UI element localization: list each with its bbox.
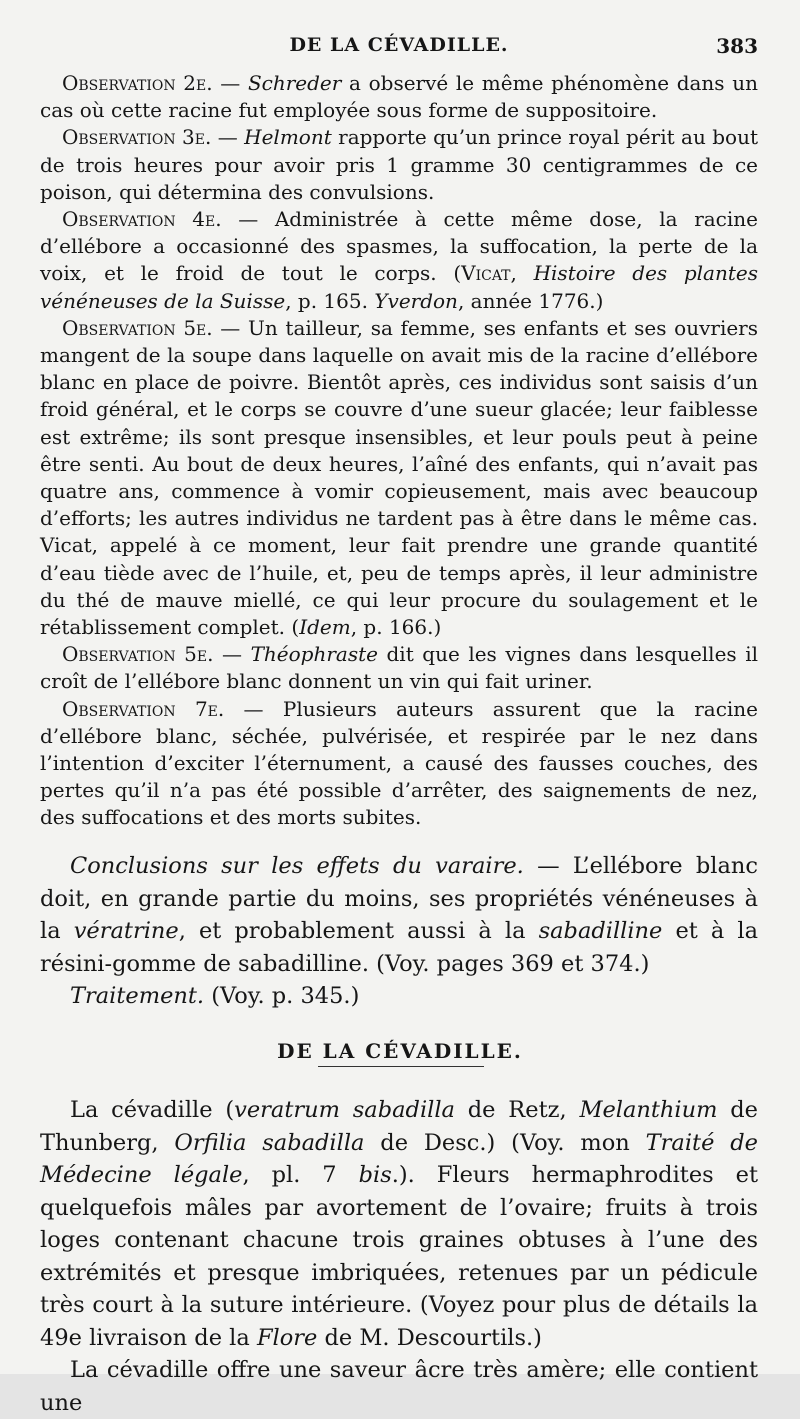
italic-run: sabadilline <box>538 918 663 944</box>
italic-run: bis <box>358 1162 392 1188</box>
observation-label: Observation 2e. <box>62 71 213 95</box>
italic-run: Orfilia sabadilla <box>174 1129 365 1156</box>
text-run: , et probablement aussi à la <box>178 918 539 944</box>
text-run: (Voy. p. 345.) <box>211 983 360 1009</box>
observation-3: Observation 3e. — Helmont rapporte qu’un prince royal périt au bout de trois heures pour avoir pris 1 gramme 30 centigrammes de ce poison, qui détermina des convulsions. <box>40 125 759 204</box>
italic-run: Traité de Médecine légale <box>40 1129 758 1188</box>
text-run: Plusieurs auteurs assurent que la racine d’ellébore blanc, séchée, pulvérisée, et respirée par le nez dans l’intention d’exciter l’éternument, a causé des fausses couches, des pertes qu’il n’a pas été possible d’arrêter, des saignements de nez, des suffocations et des morts subites. <box>40 696 759 830</box>
text-run: , pl. 7 <box>242 1162 359 1188</box>
observation-label: Observation 5e. <box>62 642 214 667</box>
treatment-label: Traitement. <box>70 983 205 1009</box>
text-run: Un tailleur, sa femme, ses enfants et ses ouvriers mangent de la soupe dans laquelle on avait mis de la racine d’ellébore blanc en place de poivre. Bientôt après, ces individus sont saisis d’un froid général, et le corps se couvre d’une sueur glacée; leur faiblesse est extrême; ils sont presque insensibles, et leur pouls peut à peine être senti. Au bout de deux heures, l’aîné des enfants, qui n’avait pas quatre ans, commence à vomir copieusement, mais avec beaucoup d’efforts; les autres individus ne tardent pas à être dans le même cas. Vicat, appelé à ce moment, leur fait prendre une grande quantité d’eau tiède avec de l’huile, et, peu de temps après, il leur administre du thé de mauve miellé, ce qui leur procure du soulagement et le rétablissement complet. ( <box>40 315 758 640</box>
text-run: , p. 166.) <box>350 615 442 640</box>
section-paragraph <box>40 1094 758 1354</box>
observation-label: Observation 7e. <box>62 696 225 721</box>
text-run: rapporte qu’un prince royal périt au bout de trois heures pour avoir pris 1 gramme 30 centigrammes de ce poison, qui détermina des convulsions. <box>40 125 759 204</box>
text-run: de Desc.) (Voy. mon <box>364 1129 646 1156</box>
italic-run: Théophraste <box>250 642 378 667</box>
observation-7: Observation 7e. — Plusieurs auteurs assurent que la racine d’ellébore blanc, séchée, pulvérisée, et respirée par le nez dans l’intention d’exciter l’éternument, a causé des fausses couches, des pertes qu’il n’a pas été possible d’arrêter, des saignements de nez, des suffocations et des morts subites. <box>40 696 759 830</box>
italic-run: Histoire des plantes vénéneuses de la Suisse <box>40 261 759 313</box>
text-run: de M. Descourtils.) <box>317 1324 542 1351</box>
text-run: dit que les vignes dans lesquelles il croît de l’ellébore blanc donnent un vin qui fait uriner. <box>40 642 759 694</box>
text-run: de Thunberg, <box>40 1097 758 1156</box>
text-run: , <box>510 261 534 286</box>
text-run: La cévadille offre une saveur âcre très amère; elle contient une <box>40 1357 758 1416</box>
text-run: a observé le même phénomène dans un cas où cette racine fut employée sous forme de suppositoire. <box>40 71 758 123</box>
text-run: et à la résini-gomme de sabadilline. (Voy. pages 369 et 374.) <box>40 918 759 977</box>
italic-run: Schreder <box>247 71 342 95</box>
treatment-paragraph <box>40 980 758 1013</box>
conclusions-block <box>40 850 758 1013</box>
italic-run: Idem <box>299 615 351 640</box>
page-number: 383 <box>716 34 758 58</box>
observation-2: Observation 2e. — Schreder a observé le même phénomène dans un cas où cette racine fut employée sous forme de suppositoire. <box>40 71 758 123</box>
observation-5: Observation 5e. — Un tailleur, sa femme, ses enfants et ses ouvriers mangent de la soupe dans laquelle on avait mis de la racine d’ellébore blanc en place de poivre. Bientôt après, ces individus sont saisis d’un froid général, et le corps se couvre d’une sueur glacée; leur faiblesse est extrême; ils sont presque insensibles, et leur pouls peut à peine être senti. Au bout de deux heures, l’aîné des enfants, qui n’avait pas quatre ans, commence à vomir copieusement, mais avec beaucoup d’efforts; les autres individus ne tardent pas à être dans le même cas. Vicat, appelé à ce moment, leur fait prendre une grande quantité d’eau tiède avec de l’huile, et, peu de temps après, il leur administre du thé de mauve miellé, ce qui leur procure du soulagement et le rétablissement complet. (Idem, p. 166.) <box>40 315 758 640</box>
section-paragraph <box>40 1354 758 1419</box>
text-run: Administrée à cette même dose, la racine d’ellébore a occasionné des spasmes, la suffocation, la perte de la voix, et le froid de tout le corps. ( <box>40 207 758 286</box>
italic-run: vératrine <box>73 918 179 944</box>
italic-run: veratrum sabadilla <box>234 1097 455 1123</box>
text-run: , année 1776.) <box>457 288 604 313</box>
conclusions-label: Conclusions sur les effets du varaire. <box>70 853 524 879</box>
page-header <box>40 34 758 68</box>
observation-label: Observation 3e. <box>62 125 212 150</box>
text-run: L’ellébore blanc doit, en grande partie du moins, ses propriétés vénéneuses à la <box>40 853 758 944</box>
italic-run: Yverdon <box>374 288 458 313</box>
section-title: DE LA CÉVADILLE. <box>277 1039 523 1063</box>
cevadille-section <box>40 1094 758 1419</box>
text-run: .). Fleurs hermaphrodites et quelquefois mâles par avortement de l’ovaire; fruits à trois loges contenant chacune trois graines obtuses à l’une des extrémités et presque imbriquées, retenues par un pédicule très court à la suture intérieure. (Voyez pour plus de détails la 49e livraison de la <box>40 1162 758 1351</box>
conclusions-paragraph: Conclusions sur les effets du varaire. — L’ellébore blanc doit, en grande partie du moins, ses propriétés vénéneuses à la vératrine, et probablement aussi à la sabadilline et à la résini-gomme de sabadilline. (Voy. pages 369 et 374.) <box>40 853 759 977</box>
treatment-text <box>211 983 359 1009</box>
text-run: La cévadille ( <box>70 1097 235 1123</box>
italic-run: Melanthium <box>579 1097 718 1123</box>
observation-label: Observation 4e. <box>62 207 222 232</box>
text-run: de Retz, <box>454 1097 580 1123</box>
observations-block <box>40 70 758 832</box>
observation-4: Observation 4e. — Administrée à cette même dose, la racine d’ellébore a occasionné des spasmes, la suffocation, la perte de la voix, et le froid de tout le corps. (Vicat, Histoire des plantes vénéneuses de la Suisse, p. 165. Yverdon, année 1776.) <box>40 207 759 313</box>
italic-run: Flore <box>256 1324 318 1351</box>
small-caps-run: Vicat <box>461 261 511 286</box>
title-underline <box>318 1066 484 1067</box>
observation-6: Observation 5e. — Théophraste dit que les vignes dans lesquelles il croît de l’ellébore blanc donnent un vin qui fait uriner. <box>40 642 759 694</box>
text-run: , p. 165. <box>285 288 375 313</box>
italic-run: Helmont <box>244 125 332 150</box>
observation-text <box>40 316 758 639</box>
running-title: DE LA CÉVADILLE. <box>289 34 509 56</box>
observation-label: Observation 5e. <box>62 315 213 340</box>
